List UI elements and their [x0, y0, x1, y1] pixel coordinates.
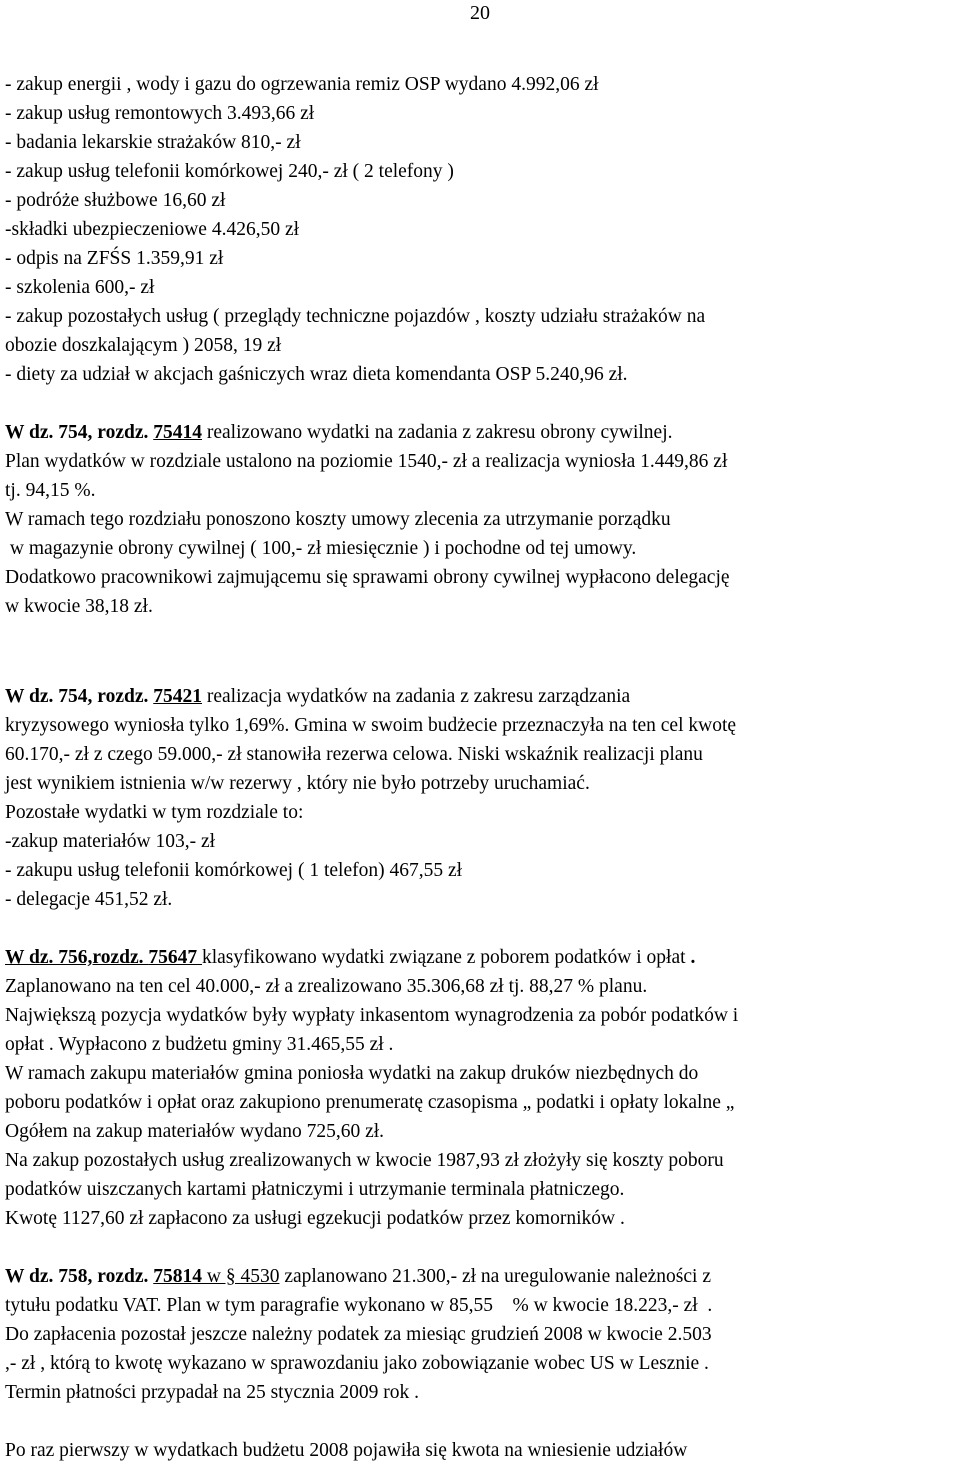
- paragraph-line: w kwocie 38,18 zł.: [5, 596, 153, 617]
- paragraph-line: podatków uiszczanych kartami płatniczymi i utrzymanie terminala płatniczego.: [5, 1179, 625, 1200]
- section-heading: [5, 946, 695, 970]
- list-item: obozie doszkalającym ) 2058, 19 zł: [5, 335, 282, 356]
- heading-label: W dz. 754, rozdz.: [5, 686, 154, 707]
- list-item: - diety za udział w akcjach gaśniczych wraz dieta komendanta OSP 5.240,96 zł.: [5, 364, 628, 385]
- list-item: - zakup usług telefonii komórkowej 240,- zł ( 2 telefony ): [5, 161, 454, 182]
- chapter-code: 75647: [148, 947, 202, 968]
- paragraph-line: Pozostałe wydatki w tym rozdziale to:: [5, 802, 304, 823]
- paragraph-line: Po raz pierwszy w wydatkach budżetu 2008 pojawiła się kwota na wniesienie udziałów: [5, 1440, 688, 1461]
- list-item: -składki ubezpieczeniowe 4.426,50 zł: [5, 219, 300, 240]
- paragraph-line: 60.170,- zł z czego 59.000,- zł stanowiła rezerwa celowa. Niski wskaźnik realizacji planu: [5, 744, 703, 765]
- list-item: - zakup energii , wody i gazu do ogrzewania remiz OSP wydano 4.992,06 zł: [5, 74, 599, 95]
- section-heading: [5, 685, 630, 709]
- paragraph-line: w magazynie obrony cywilnej ( 100,- zł miesięcznie ) i pochodne od tej umowy.: [5, 538, 637, 559]
- heading-text: realizacja wydatków na zadania z zakresu zarządzania: [201, 686, 631, 707]
- paragraph-code: 4530: [240, 1266, 280, 1287]
- chapter-code: 75421: [153, 686, 202, 707]
- page-number: 20: [470, 2, 490, 24]
- paragraph-line: poboru podatków i opłat oraz zakupiono prenumeratę czasopisma „ podatki i opłaty lokalne „: [5, 1092, 735, 1113]
- paragraph-line: jest wynikiem istnienia w/w rezerwy , który nie było potrzeby uruchamiać.: [5, 773, 590, 794]
- paragraph-line: Na zakup pozostałych usług zrealizowanych w kwocie 1987,93 zł złożyły się koszty poboru: [5, 1150, 724, 1171]
- chapter-code: 75414: [153, 422, 202, 443]
- heading-text: zaplanowano 21.300,- zł na uregulowanie należności z: [279, 1266, 711, 1287]
- chapter-code: 75814: [153, 1266, 202, 1287]
- list-item: - szkolenia 600,- zł: [5, 277, 155, 298]
- paragraph-line: Termin płatności przypadał na 25 stycznia 2009 rok .: [5, 1382, 419, 1403]
- paragraph-line: tj. 94,15 %.: [5, 480, 96, 501]
- paragraph-line: Do zapłacenia pozostał jeszcze należny podatek za miesiąc grudzień 2008 w kwocie 2.503: [5, 1324, 712, 1345]
- paragraph-line: Ogółem na zakup materiałów wydano 725,60 zł.: [5, 1121, 385, 1142]
- list-item: - zakupu usług telefonii komórkowej ( 1 telefon) 467,55 zł: [5, 860, 463, 881]
- paragraph-symbol: w §: [201, 1266, 241, 1287]
- paragraph-line: kryzysowego wyniosła tylko 1,69%. Gmina w swoim budżecie przeznaczyła na ten cel kwotę: [5, 715, 737, 736]
- paragraph-line: tytułu podatku VAT. Plan w tym paragrafie wykonano w 85,55 % w kwocie 18.223,- zł .: [5, 1295, 713, 1316]
- paragraph-line: Zaplanowano na ten cel 40.000,- zł a zrealizowano 35.306,68 zł tj. 88,27 % planu.: [5, 976, 648, 997]
- section-heading: [5, 421, 673, 445]
- list-item: - delegacje 451,52 zł.: [5, 889, 173, 910]
- list-item: -zakup materiałów 103,- zł: [5, 831, 216, 852]
- paragraph-line: W ramach zakupu materiałów gmina poniosła wydatki na zakup druków niezbędnych do: [5, 1063, 699, 1084]
- paragraph-line: W ramach tego rozdziału ponoszono koszty umowy zlecenia za utrzymanie porządku: [5, 509, 671, 530]
- heading-end: .: [685, 947, 696, 968]
- list-item: - zakup usług remontowych 3.493,66 zł: [5, 103, 315, 124]
- list-item: - badania lekarskie strażaków 810,- zł: [5, 132, 301, 153]
- list-item: - podróże służbowe 16,60 zł: [5, 190, 226, 211]
- paragraph-line: ,- zł , którą to kwotę wykazano w sprawozdaniu jako zobowiązanie wobec US w Lesznie .: [5, 1353, 709, 1374]
- paragraph-line: Największą pozycja wydatków były wypłaty inkasentom wynagrodzenia za pobór podatków i: [5, 1005, 739, 1026]
- heading-label: W dz. 758, rozdz.: [5, 1266, 154, 1287]
- list-item: - zakup pozostałych usług ( przeglądy techniczne pojazdów , koszty udziału strażaków na: [5, 306, 706, 327]
- paragraph-line: Kwotę 1127,60 zł zapłacono za usługi egzekucji podatków przez komorników .: [5, 1208, 625, 1229]
- paragraph-line: opłat . Wypłacono z budżetu gminy 31.465,55 zł .: [5, 1034, 394, 1055]
- section-heading: [5, 1265, 711, 1289]
- heading-label: W dz. 756,rozdz.: [5, 947, 149, 968]
- heading-label: W dz. 754, rozdz.: [5, 422, 154, 443]
- paragraph-line: Dodatkowo pracownikowi zajmującemu się sprawami obrony cywilnej wypłacono delegację: [5, 567, 730, 588]
- heading-text: klasyfikowano wydatki związane z poborem podatków i opłat: [201, 947, 686, 968]
- paragraph-line: Plan wydatków w rozdziale ustalono na poziomie 1540,- zł a realizacja wyniosła 1.449,86 zł: [5, 451, 728, 472]
- heading-text: realizowano wydatki na zadania z zakresu obrony cywilnej.: [201, 422, 673, 443]
- list-item: - odpis na ZFŚS 1.359,91 zł: [5, 248, 224, 269]
